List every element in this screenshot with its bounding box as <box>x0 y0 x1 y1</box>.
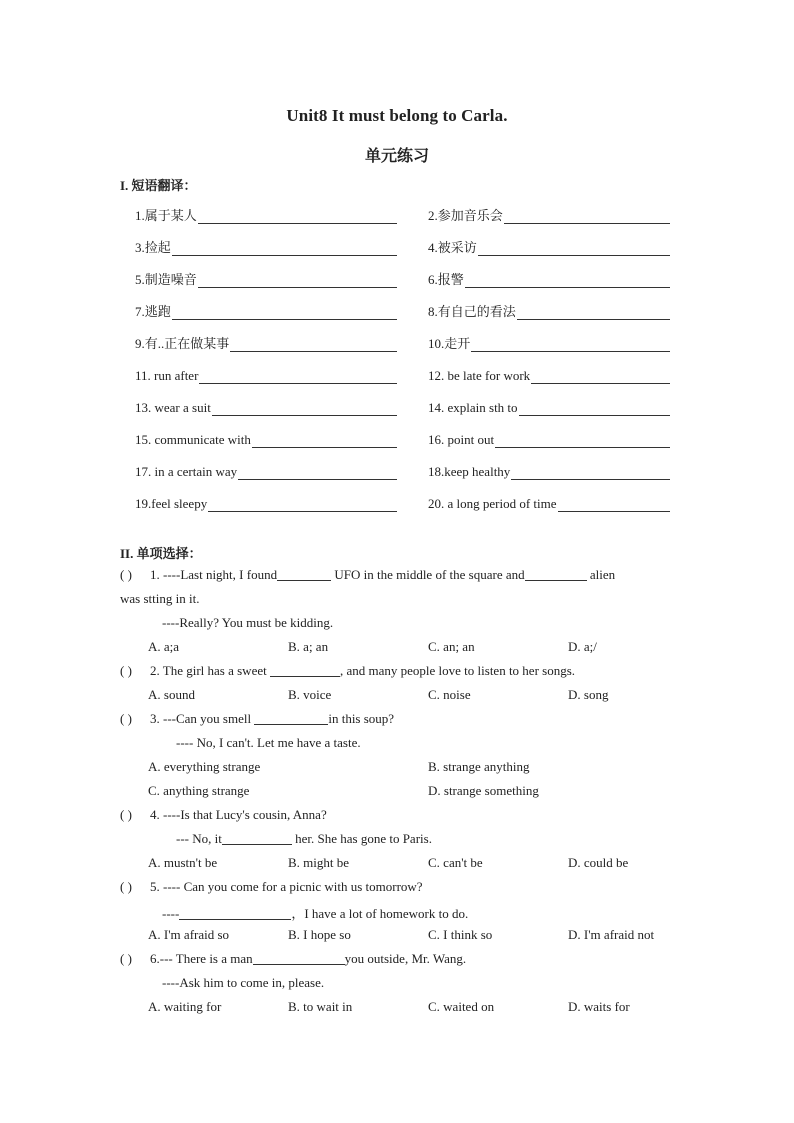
phrase-label: 14. explain sth to <box>428 400 518 415</box>
answer-blank[interactable] <box>198 208 397 224</box>
question-stem: 2. The girl has a sweet <box>150 663 267 678</box>
option-a[interactable]: A. mustn't be <box>148 855 218 870</box>
answer-blank[interactable] <box>222 831 292 845</box>
reply-text: ---- <box>162 906 180 921</box>
answer-blank[interactable] <box>199 368 397 384</box>
answer-paren[interactable]: ( ) <box>120 567 132 582</box>
option-a[interactable]: A. waiting for <box>148 999 222 1014</box>
question-reply <box>162 903 468 922</box>
phrase-label: 12. be late for work <box>428 368 531 383</box>
phrase-item <box>428 364 670 384</box>
phrase-item <box>428 236 670 256</box>
answer-blank[interactable] <box>277 567 331 581</box>
answer-blank[interactable] <box>238 464 397 480</box>
phrase-label: 20. a long period of time <box>428 496 557 511</box>
option-c[interactable]: C. waited on <box>428 999 495 1014</box>
question-stem: you outside, Mr. Wang. <box>344 951 467 966</box>
question-reply: ---- No, I can't. Let me have a taste. <box>176 735 361 750</box>
phrase-row <box>135 492 675 524</box>
answer-blank[interactable] <box>504 208 670 224</box>
question-continuation: was stting in it. <box>120 591 200 606</box>
option-b[interactable]: B. to wait in <box>288 999 353 1014</box>
answer-paren[interactable]: ( ) <box>120 807 132 822</box>
phrase-label: 3.捡起 <box>135 240 171 255</box>
answer-blank[interactable] <box>511 464 670 480</box>
option-d[interactable]: D. a;/ <box>568 639 597 654</box>
answer-blank[interactable] <box>495 432 670 448</box>
phrase-row <box>135 364 675 396</box>
option-c[interactable]: C. anything strange <box>148 783 250 798</box>
phrase-item <box>135 204 397 224</box>
answer-blank[interactable] <box>531 368 670 384</box>
phrase-item <box>135 428 397 448</box>
question-stem: 6.--- There is a man <box>150 951 253 966</box>
phrase-item <box>428 268 670 288</box>
answer-blank[interactable] <box>471 336 670 352</box>
reply-text: --- No, it <box>176 831 222 846</box>
answer-paren[interactable]: ( ) <box>120 879 132 894</box>
answer-blank[interactable] <box>252 432 397 448</box>
answer-paren[interactable]: ( ) <box>120 951 132 966</box>
phrase-item <box>135 332 397 352</box>
option-d[interactable]: D. strange something <box>428 783 539 798</box>
option-d[interactable]: D. could be <box>568 855 629 870</box>
page-subtitle: 单元练习 <box>364 148 429 165</box>
phrase-label: 18.keep healthy <box>428 464 511 479</box>
phrase-item <box>135 364 397 384</box>
answer-blank[interactable] <box>212 400 397 416</box>
phrase-row <box>135 268 675 300</box>
phrase-item <box>135 492 397 512</box>
phrase-label: 17. in a certain way <box>135 464 238 479</box>
reply-text: her. She has gone to Paris. <box>295 831 432 846</box>
answer-blank[interactable] <box>270 663 340 677</box>
question-stem: 5. ---- Can you come for a picnic with us tomorrow? <box>150 879 423 894</box>
phrase-label: 1.属于某人 <box>135 208 197 223</box>
phrase-label: 6.报警 <box>428 272 464 287</box>
phrase-label: 7.逃跑 <box>135 304 171 319</box>
section-heading-translation: I. 短语翻译： <box>120 178 197 193</box>
answer-blank[interactable] <box>558 496 670 512</box>
option-c[interactable]: C. can't be <box>428 855 483 870</box>
phrase-item <box>135 460 397 480</box>
answer-blank[interactable] <box>172 240 397 256</box>
option-b[interactable]: B. I hope so <box>288 927 351 942</box>
question-stem: UFO in the middle of the square and <box>334 567 525 582</box>
phrase-row <box>135 396 675 428</box>
answer-blank[interactable] <box>478 240 670 256</box>
option-a[interactable]: A. sound <box>148 687 195 702</box>
phrase-label: 15. communicate with <box>135 432 251 447</box>
phrase-label: 5.制造噪音 <box>135 272 197 287</box>
answer-blank[interactable] <box>517 304 670 320</box>
phrase-row <box>135 204 675 236</box>
option-a[interactable]: A. everything strange <box>148 759 261 774</box>
answer-blank[interactable] <box>254 711 328 725</box>
phrase-item <box>428 492 670 512</box>
phrase-item <box>428 460 670 480</box>
phrase-item <box>135 300 397 320</box>
question-reply: ----Really? You must be kidding. <box>162 615 334 630</box>
phrase-item <box>135 396 397 416</box>
answer-blank[interactable] <box>179 906 291 920</box>
phrase-label: 19.feel sleepy <box>135 496 208 511</box>
option-d[interactable]: D. song <box>568 687 609 702</box>
question-stem: 4. ----Is that Lucy's cousin, Anna? <box>150 807 327 822</box>
phrase-item <box>428 396 670 416</box>
answer-blank[interactable] <box>519 400 670 416</box>
answer-paren[interactable]: ( ) <box>120 663 132 678</box>
option-c[interactable]: C. I think so <box>428 927 493 942</box>
question-4 <box>120 807 327 823</box>
phrase-row <box>135 300 675 332</box>
answer-blank[interactable] <box>525 567 587 581</box>
answer-blank[interactable] <box>172 304 397 320</box>
question-stem: 1. ----Last night, I found <box>150 567 278 582</box>
phrase-label: 9.有..正在做某事 <box>135 336 230 351</box>
option-c[interactable]: C. noise <box>428 687 471 702</box>
phrase-item <box>428 332 670 352</box>
option-b[interactable]: B. might be <box>288 855 350 870</box>
phrase-item <box>135 268 397 288</box>
option-d[interactable]: D. waits for <box>568 999 630 1014</box>
phrase-label: 8.有自己的看法 <box>428 304 516 319</box>
phrase-item <box>428 428 670 448</box>
option-b[interactable]: B. a; an <box>288 639 329 654</box>
phrase-item <box>428 300 670 320</box>
question-stem: alien <box>589 567 616 582</box>
phrase-label: 16. point out <box>428 432 495 447</box>
option-b[interactable]: B. strange anything <box>428 759 530 774</box>
option-a[interactable]: A. a;a <box>148 639 180 654</box>
option-c[interactable]: C. an; an <box>428 639 475 654</box>
question-stem: in this soup? <box>328 711 395 726</box>
phrase-translation-grid <box>135 204 675 524</box>
phrase-label: 11. run after <box>135 368 199 383</box>
answer-blank[interactable] <box>208 496 397 512</box>
question-reply: ----Ask him to come in, please. <box>162 975 325 990</box>
phrase-item <box>135 236 397 256</box>
question-5 <box>120 879 423 895</box>
answer-blank[interactable] <box>198 272 397 288</box>
answer-paren[interactable]: ( ) <box>120 711 132 726</box>
question-1 <box>120 567 615 583</box>
page-title: Unit8 It must belong to Carla. <box>286 106 508 125</box>
question-stem: , and many people love to listen to her songs. <box>339 663 576 678</box>
question-stem: 3. ---Can you smell <box>150 711 252 726</box>
option-d[interactable]: D. I'm afraid not <box>568 927 655 942</box>
phrase-row <box>135 428 675 460</box>
question-reply <box>176 831 432 847</box>
phrase-label: 4.被采访 <box>428 240 477 255</box>
reply-text: ，I have a lot of homework to do. <box>291 906 469 921</box>
phrase-row <box>135 460 675 492</box>
phrase-label: 10.走开 <box>428 336 471 351</box>
question-3 <box>120 711 394 727</box>
answer-blank[interactable] <box>465 272 670 288</box>
phrase-row <box>135 236 675 268</box>
answer-blank[interactable] <box>230 336 397 352</box>
question-6 <box>120 951 466 967</box>
section-heading-choice: II. 单项选择： <box>120 546 202 561</box>
question-2 <box>120 663 575 679</box>
phrase-label: 2.参加音乐会 <box>428 208 503 223</box>
option-b[interactable]: B. voice <box>288 687 332 702</box>
option-a[interactable]: A. I'm afraid so <box>148 927 230 942</box>
phrase-label: 13. wear a suit <box>135 400 211 415</box>
phrase-item <box>428 204 670 224</box>
answer-blank[interactable] <box>253 951 345 965</box>
phrase-row <box>135 332 675 364</box>
